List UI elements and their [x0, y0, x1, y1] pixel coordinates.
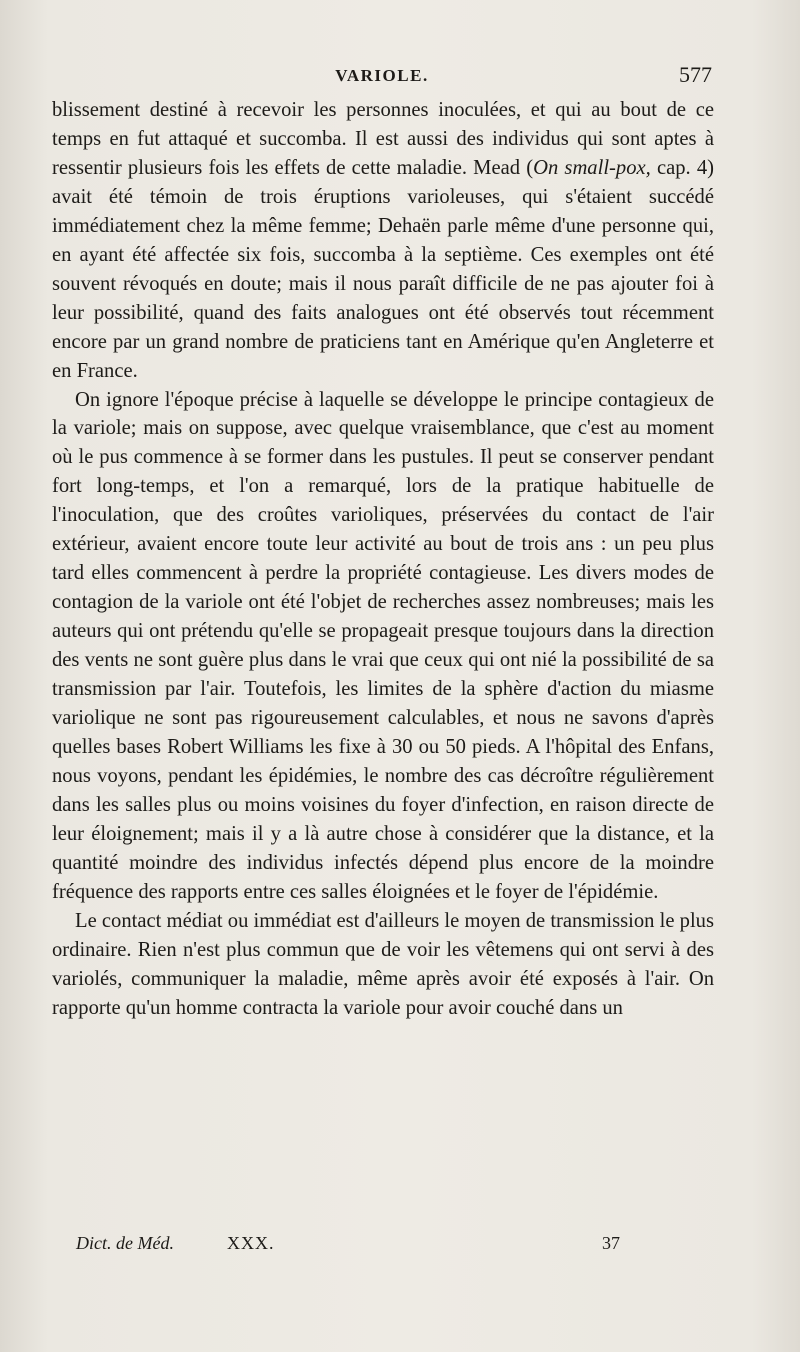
footer-volume: XXX.: [227, 1233, 275, 1253]
page-footer: [52, 1233, 714, 1261]
text-run: On ignore l'époque précise à laquelle se développe le principe contagieux de la variole; mais on suppose, avec quelque vraisemblance, que c'est au moment où le pus commence à se former dans les pustules. Il peut se conserver pendant fort long-temps, et l'on a remarqué, lors de la pratique habituelle de l'inoculation, que des croûtes varioliques, préservées du contact de l'air extérieur, avaient encore toute leur activité au bout de trois ans : un peu plus tard elles commencent à perdre la propriété contagieuse. Les divers modes de contagion de la variole ont été l'objet de recherches assez nombreuses; mais les auteurs qui ont prétendu qu'elle se propageait presque toujours dans la direction des vents ne sont guère plus dans le vrai que ceux qui ont nié la possibilité de sa transmission par l'air. Toutefois, les limites de la sphère d'action du miasme variolique ne sont pas rigoureusement calculables, et nous ne savons d'après quelles bases Robert Williams les fixe à 30 ou 50 pieds. A l'hôpital des Enfans, nous voyons, pendant les épidémies, le nombre des cas décroître régulièrement dans les salles plus ou moins voisines du foyer d'infection, en raison directe de leur éloignement; mais il y a là autre chose à considérer que la distance, et la quantité moindre des individus infectés dépend plus encore de la moindre fréquence des rapports entre ces salles éloignées et le foyer de l'épidémie.: [52, 388, 714, 903]
paragraph: [52, 907, 714, 1023]
text-run: cap. 4) avait été témoin de trois éruptions varioleuses, qui s'étaient succédé immédiatement chez la même femme; Dehaën parle même d'une personne qui, en ayant été affectée six fois, succomba à la septième. Ces exemples ont été souvent révoqués en doute; mais il nous paraît difficile de ne pas ajouter foi à leur possibilité, quand des faits analogues ont été observés tout récemment encore par un grand nombre de praticiens tant en Amérique qu'en Angleterre et en France.: [52, 156, 715, 382]
paragraph: [52, 96, 714, 386]
page-number: 577: [679, 62, 712, 87]
running-head: VARIOLE.: [335, 66, 429, 85]
body-text: [52, 96, 714, 1023]
footer-signature: Dict. de Méd.: [76, 1233, 174, 1253]
italic-citation: On small-pox,: [533, 156, 651, 179]
page-header: [52, 62, 712, 92]
paragraph: [52, 386, 714, 907]
text-run: blissement destiné à recevoir les personnes inoculées, et qui au bout de ce temps en fut attaqué et succomba. Il est aussi des individus qui sont aptes à ressentir plusieurs fois les effets de cette maladie. Mead (: [52, 99, 714, 179]
text-run: Le contact médiat ou immédiat est d'ailleurs le moyen de transmission le plus ordinaire. Rien n'est plus commun que de voir les vêtemens qui ont servi à des variolés, communiquer la maladie, même après avoir été exposés à l'air. On rapporte qu'un homme contracta la variole pour avoir couché dans un: [52, 909, 714, 1019]
footer-signature-mark: 37: [602, 1233, 620, 1253]
